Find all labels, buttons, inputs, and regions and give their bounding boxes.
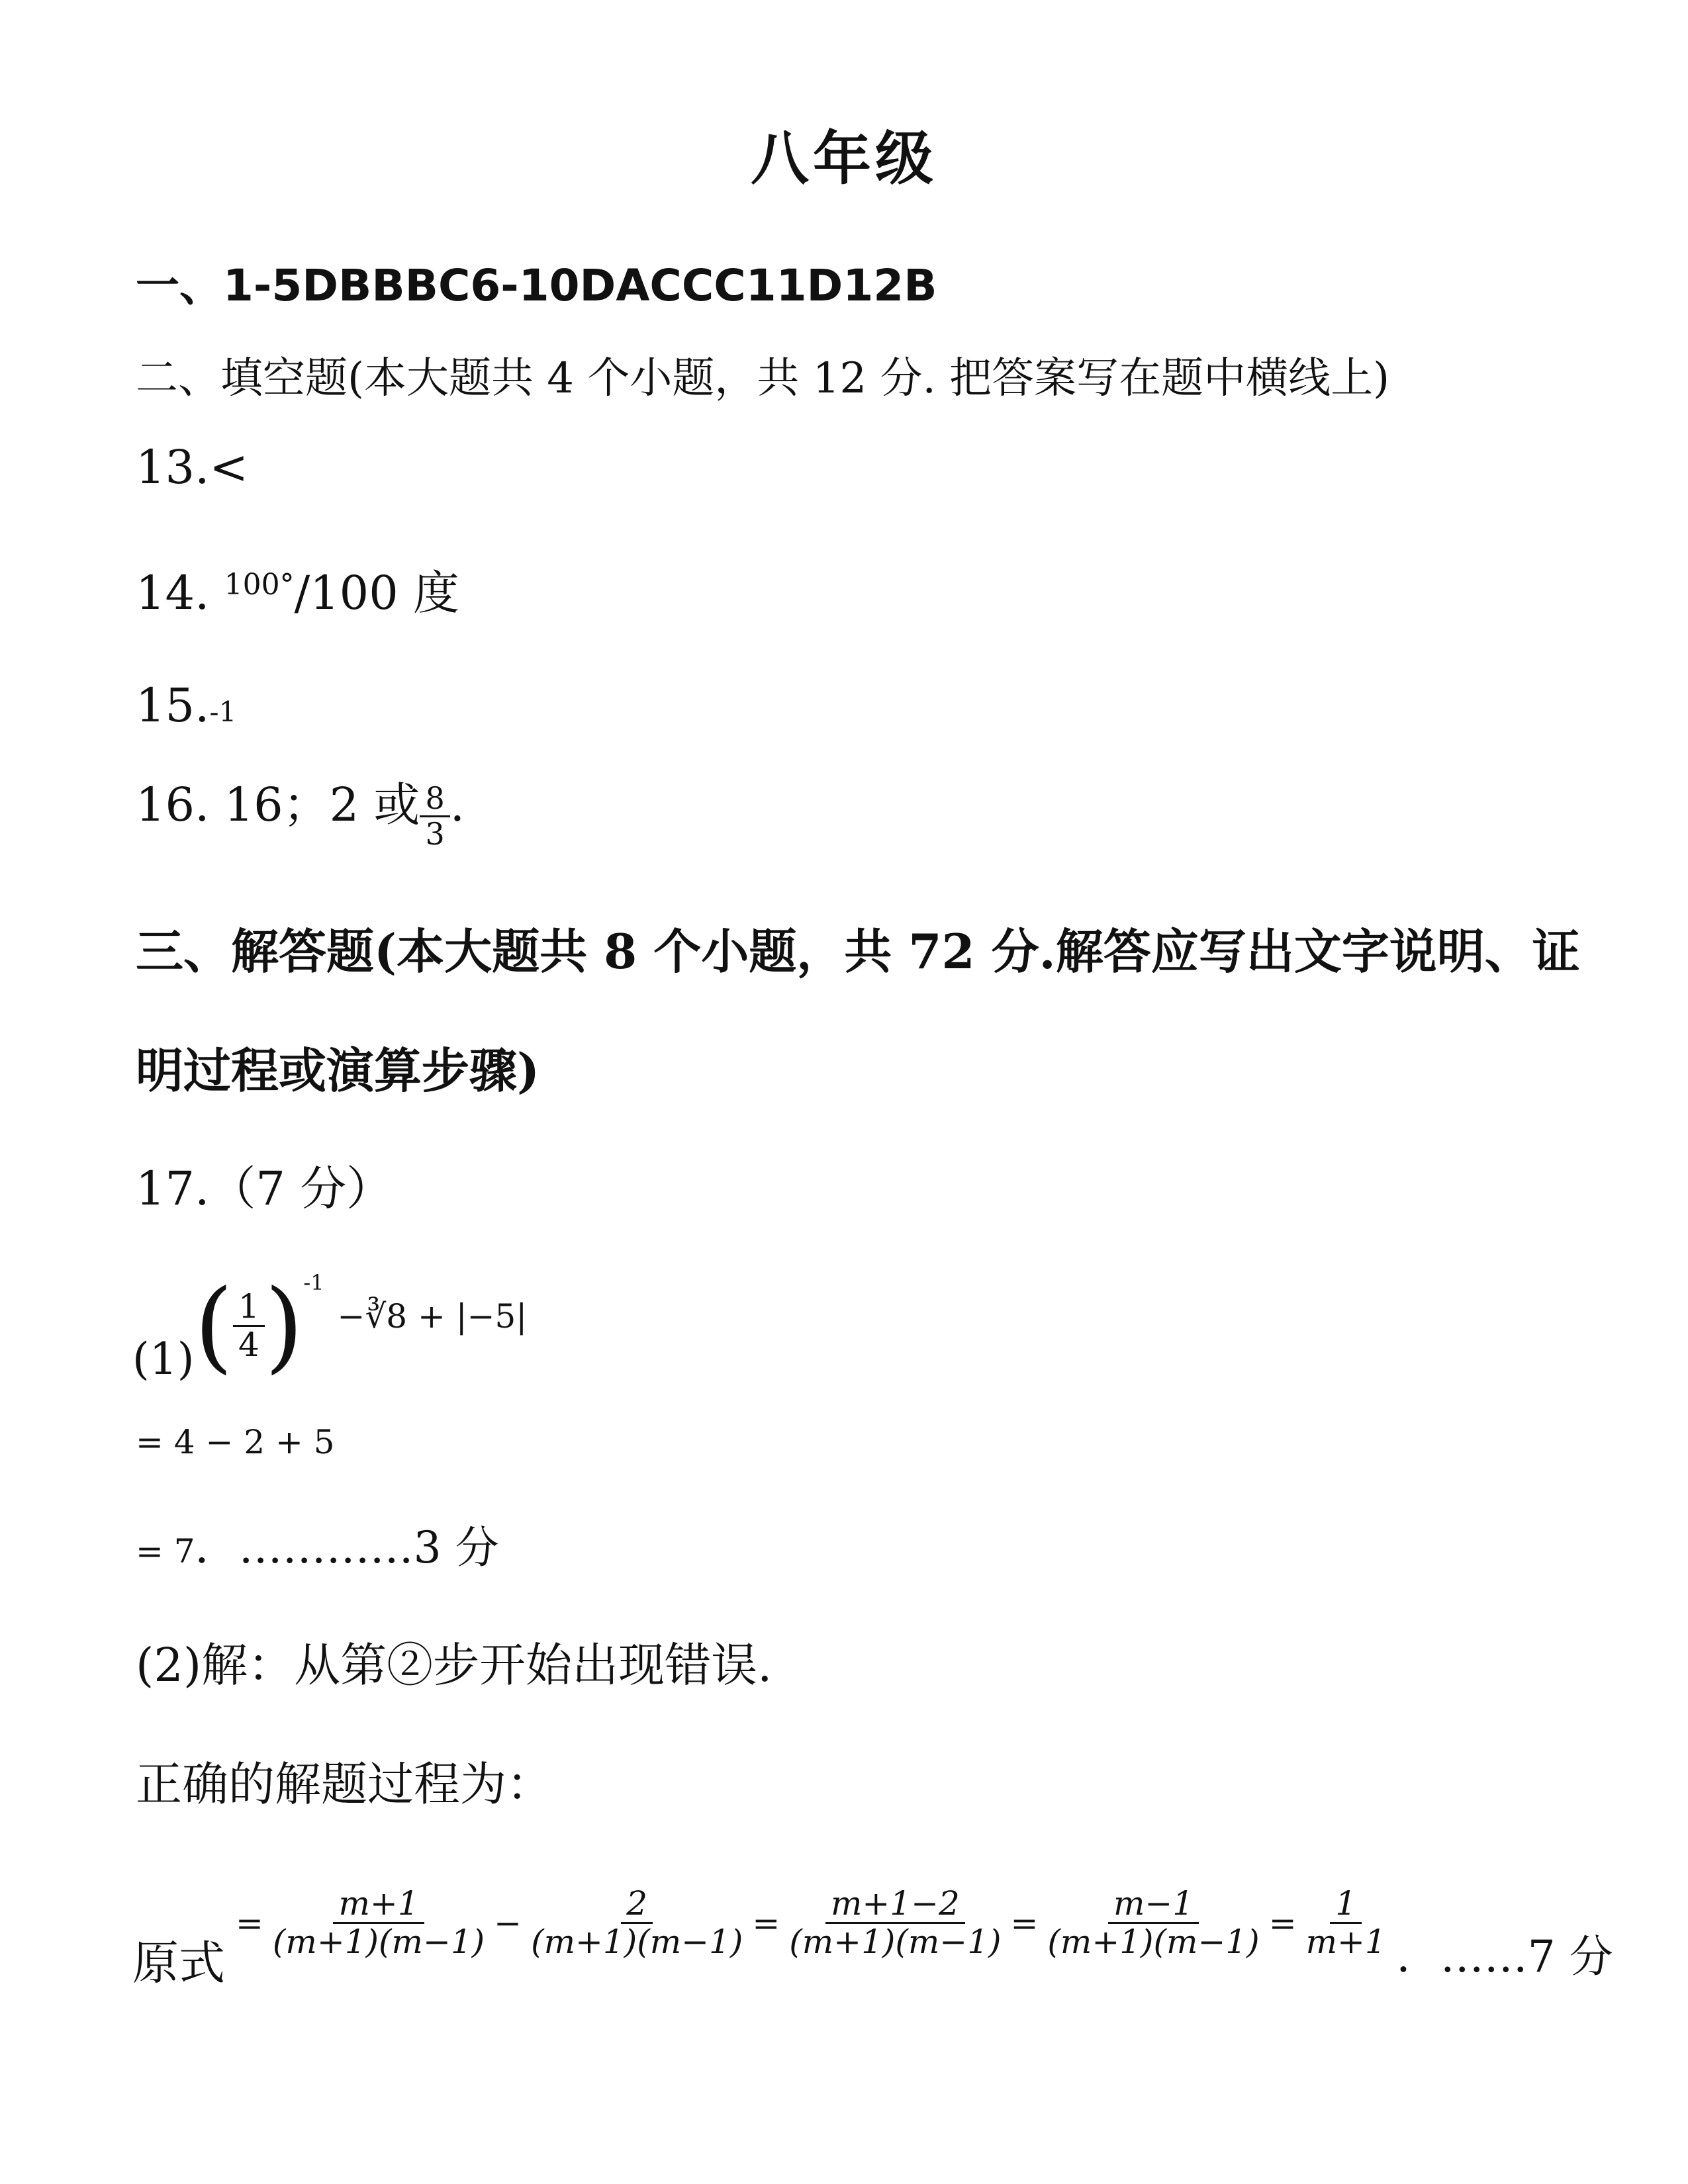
answer-14-degree: 100°	[224, 568, 295, 602]
answer-16	[136, 768, 465, 850]
section-3-heading: 三、解答题(本大题共 8 个小题，共 72 分.解答应写出文字说明、证	[136, 923, 1580, 979]
answer-15-label: 15.	[136, 678, 210, 733]
q17-2-prefix: 原式	[132, 1936, 225, 1990]
section-3-heading-cont: 明过程或演算步骤)	[136, 1042, 540, 1099]
equation-fraction	[267, 1886, 490, 1960]
fraction-numerator: 1	[1330, 1886, 1362, 1924]
fraction-denominator: m+1	[1305, 1923, 1386, 1961]
fraction-denominator: 4	[238, 1326, 259, 1364]
answer-14-rest: /100 度	[294, 566, 460, 620]
left-paren: (	[194, 1268, 234, 1384]
q17-2-score: ．……7 分	[1396, 1931, 1613, 1982]
answer-15	[136, 678, 236, 733]
answer-14	[136, 556, 459, 623]
equation-operator: =	[1268, 1903, 1297, 1942]
fraction-denominator: (m+1)(m−1)	[272, 1923, 485, 1961]
q17-1-expression	[132, 1267, 527, 1385]
q17-2-line-2: 正确的解题过程为：	[136, 1757, 553, 1811]
equation-fraction	[526, 1886, 748, 1960]
section-1-answers: 一、1-5DBBBC6-10DACCC11D12B	[136, 260, 937, 311]
equation-operator: −	[494, 1903, 522, 1942]
fraction-denominator: (m+1)(m−1)	[1047, 1923, 1260, 1961]
answer-16-end: .	[449, 778, 465, 832]
answer-14-label: 14.	[136, 566, 224, 620]
answer-16-label: 16. 16；2 或	[136, 778, 420, 832]
fraction-numerator: m+1−2	[825, 1886, 965, 1924]
q17-1-step-1: = 4 − 2 + 5	[136, 1423, 335, 1461]
fraction-denominator: (m+1)(m−1)	[789, 1923, 1002, 1961]
answer-16-fraction	[420, 782, 449, 850]
q17-1-exponent: -1	[303, 1270, 324, 1295]
fraction-denominator: (m+1)(m−1)	[531, 1923, 743, 1961]
fraction-denominator: 3	[425, 815, 445, 852]
q17-1-step-2	[136, 1512, 499, 1575]
q17-2-line-1: (2)解：从第②步开始出现错误.	[136, 1638, 773, 1692]
q17-2-equation	[132, 1853, 1613, 1993]
equation-operator: =	[752, 1903, 780, 1942]
fraction-numerator: m−1	[1108, 1886, 1199, 1924]
equation-operator: =	[1010, 1903, 1039, 1942]
equation-fraction	[1042, 1886, 1264, 1960]
fraction-numerator: 2	[621, 1886, 653, 1924]
right-paren: )	[264, 1268, 304, 1384]
question-17-heading: 17.（7 分）	[136, 1161, 393, 1216]
fraction-numerator: m+1	[333, 1886, 424, 1924]
equation-fraction	[784, 1886, 1006, 1960]
q17-1-score: ．…………3 分	[195, 1522, 499, 1573]
equation-operator: =	[236, 1903, 263, 1942]
answer-15-value: -1	[209, 696, 237, 728]
page-title: 八年级	[750, 124, 937, 193]
q17-1-result: = 7	[136, 1532, 195, 1570]
answer-13: 13.<	[136, 440, 248, 494]
section-2-heading: 二、填空题(本大题共 4 个小题，共 12 分. 把答案写在题中横线上)	[136, 354, 1390, 403]
q17-1-fraction	[233, 1289, 265, 1363]
q17-1-rest: −∛8 + |−5|	[337, 1297, 528, 1336]
fraction-numerator: 8	[420, 782, 449, 817]
equation-fraction	[1301, 1886, 1391, 1960]
fraction-numerator: 1	[233, 1289, 265, 1327]
q17-1-label: (1)	[132, 1334, 195, 1385]
